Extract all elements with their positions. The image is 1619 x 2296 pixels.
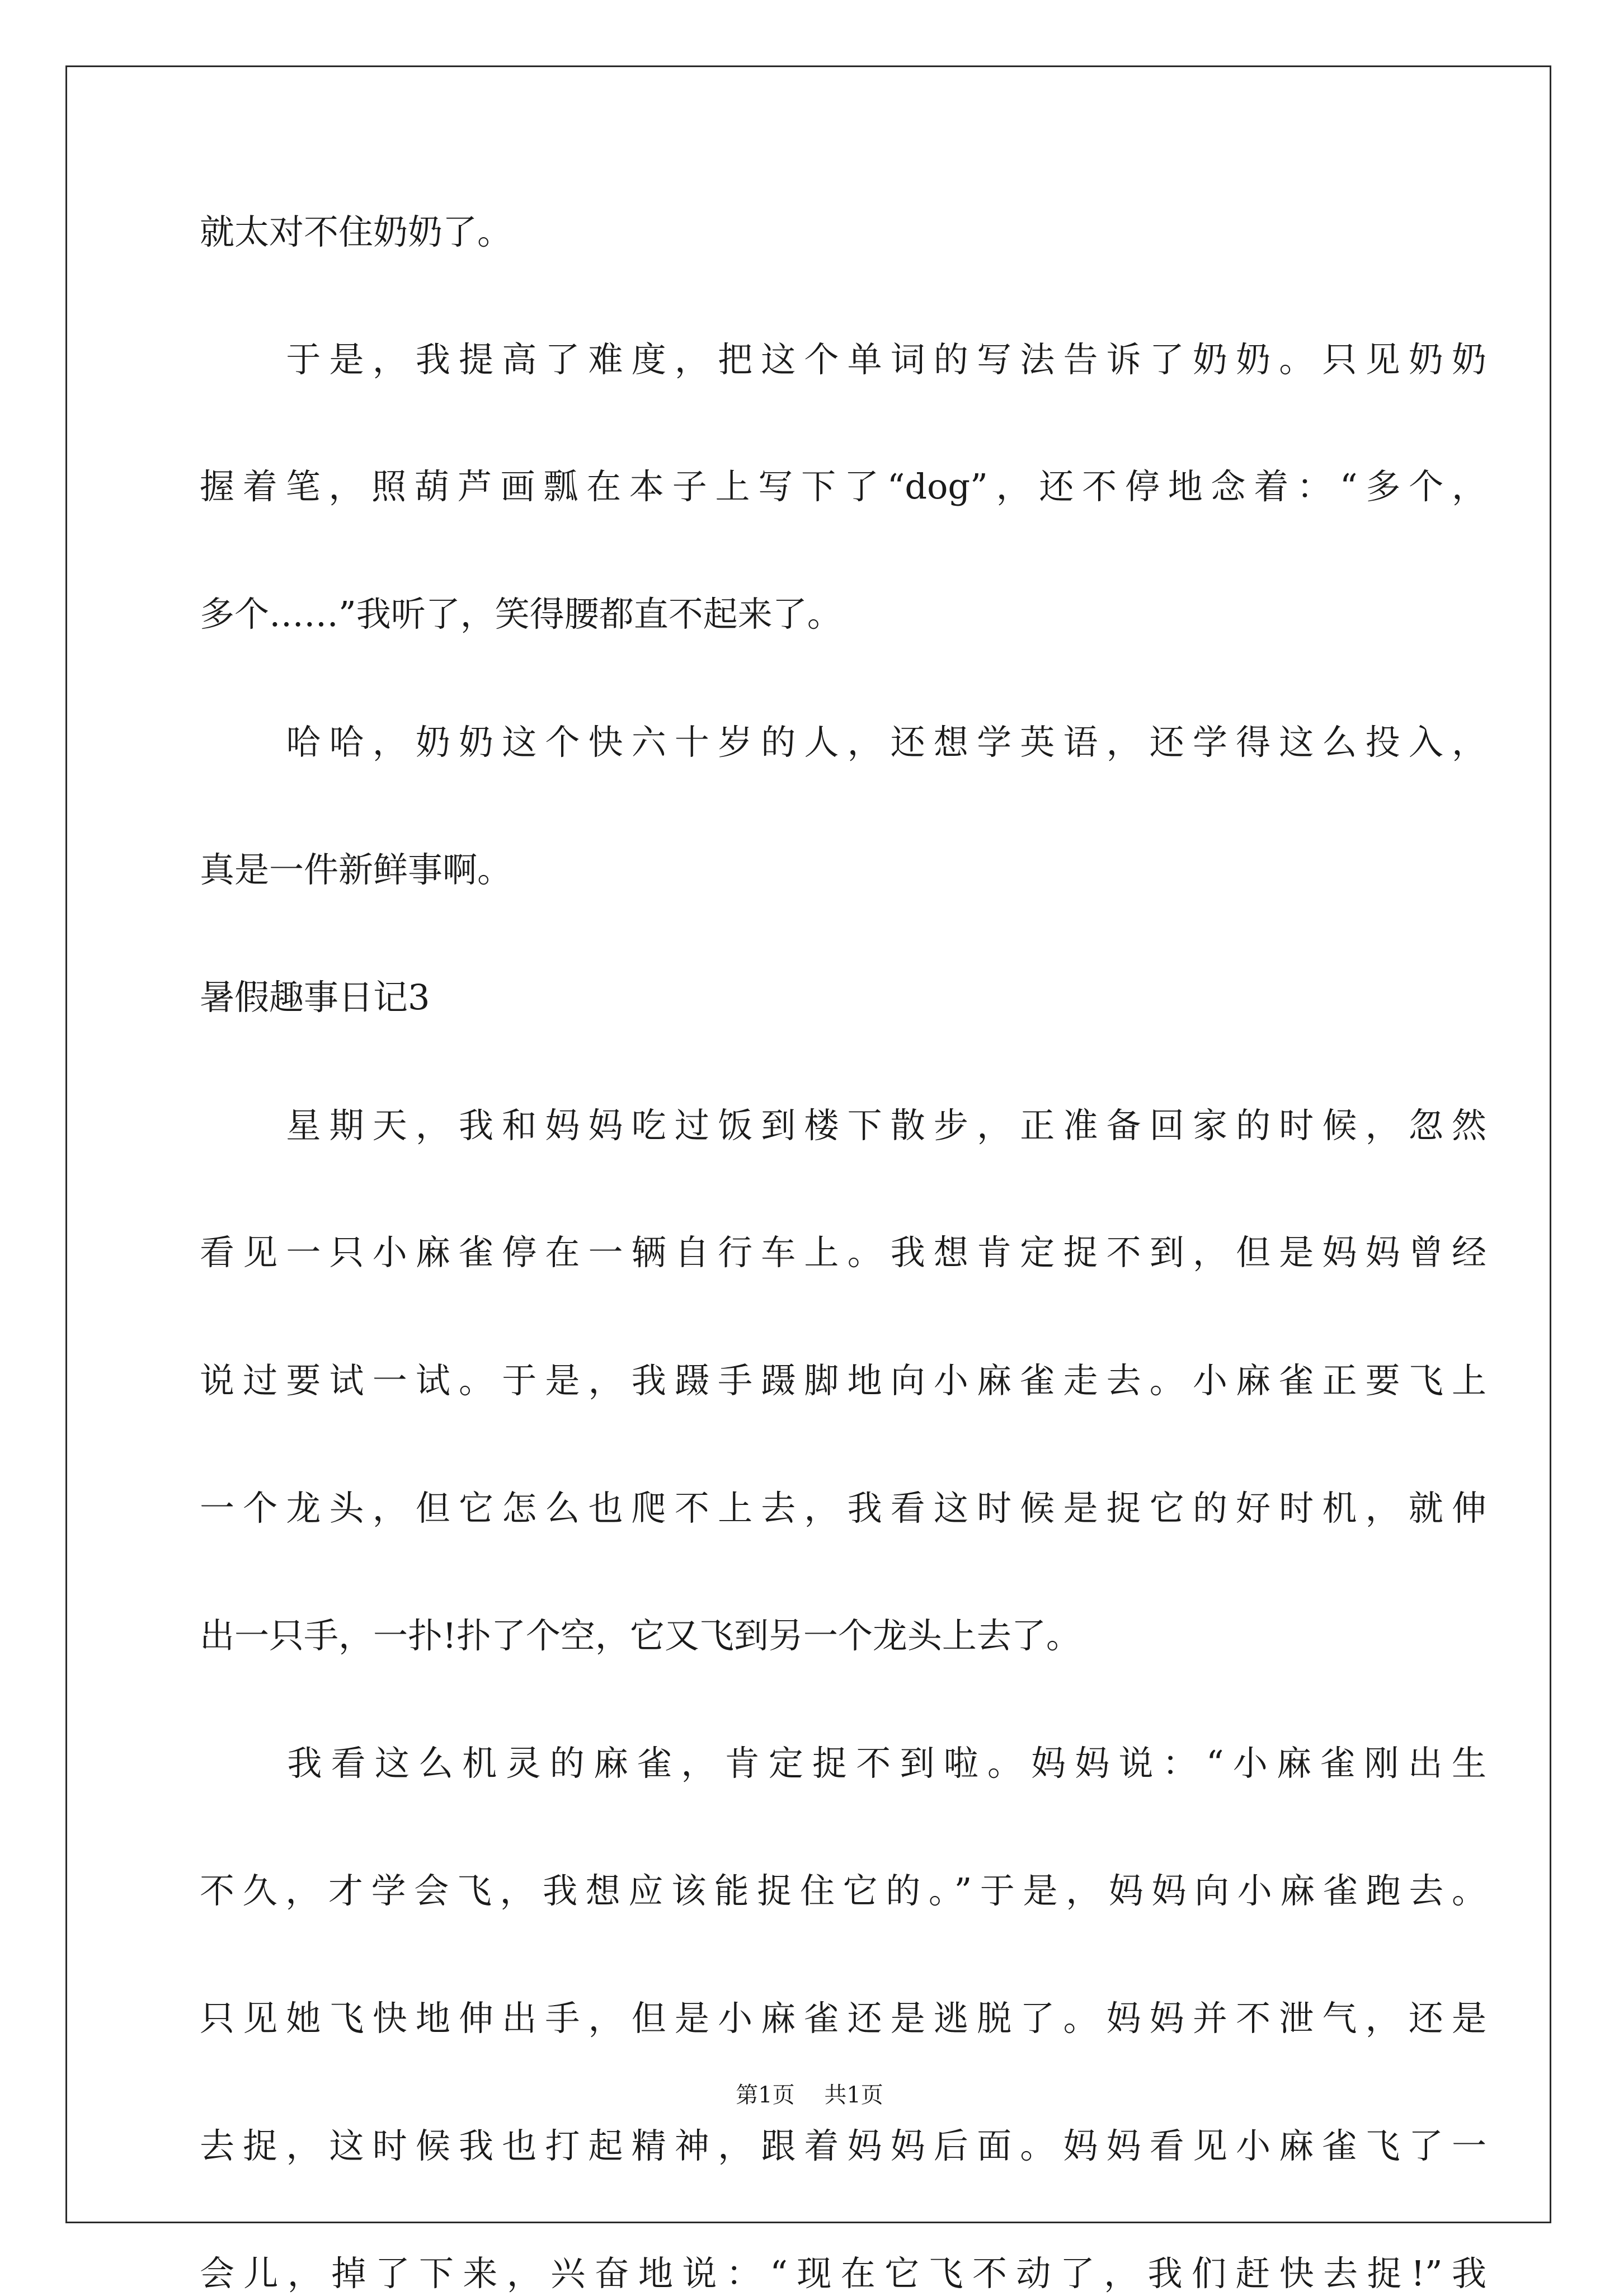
- text-line: 看见一只小麻雀停在一辆自行车上。我想肯定捉不到，但是妈妈曾经: [200, 1232, 1486, 1273]
- text-line: 星期天，我和妈妈吃过饭到楼下散步，正准备回家的时候，忽然: [200, 1105, 1486, 1146]
- section-heading: 暑假趣事日记3: [200, 977, 430, 1018]
- text-line: 出一只手，一扑!扑了个空，它又飞到另一个龙头上去了。: [200, 1615, 1081, 1656]
- page-number: 第1页: [736, 2082, 795, 2108]
- text-line: 于是，我提高了难度，把这个单词的写法告诉了奶奶。只见奶奶: [200, 339, 1486, 380]
- text-line: 就太对不住奶奶了。: [200, 211, 512, 252]
- text-line: 握着笔，照葫芦画瓢在本子上写下了“dog”，还不停地念着：“多个，: [200, 466, 1486, 507]
- text-line: 一个龙头，但它怎么也爬不上去，我看这时候是捉它的好时机，就伸: [200, 1488, 1486, 1528]
- text-line: 不久，才学会飞，我想应该能捉住它的。”于是，妈妈向小麻雀跑去。: [200, 1870, 1486, 1911]
- text-line: 会儿，掉了下来，兴奋地说：“现在它飞不动了，我们赶快去捉!”我: [200, 2253, 1486, 2294]
- text-line: 我看这么机灵的麻雀，肯定捉不到啦。妈妈说：“小麻雀刚出生: [200, 1743, 1486, 1784]
- text-line: 多个……”我听了，笑得腰都直不起来了。: [200, 594, 842, 634]
- text-line: 真是一件新鲜事啊。: [200, 849, 512, 890]
- text-line: 哈哈，奶奶这个快六十岁的人，还想学英语，还学得这么投入，: [200, 722, 1486, 763]
- text-line: 去捉，这时候我也打起精神，跟着妈妈后面。妈妈看见小麻雀飞了一: [200, 2125, 1486, 2166]
- text-line: 只见她飞快地伸出手，但是小麻雀还是逃脱了。妈妈并不泄气，还是: [200, 1998, 1486, 2039]
- page-total: 共1页: [824, 2082, 883, 2108]
- page-footer: [0, 2081, 1619, 2109]
- text-line: 说过要试一试。于是，我蹑手蹑脚地向小麻雀走去。小麻雀正要飞上: [200, 1360, 1486, 1401]
